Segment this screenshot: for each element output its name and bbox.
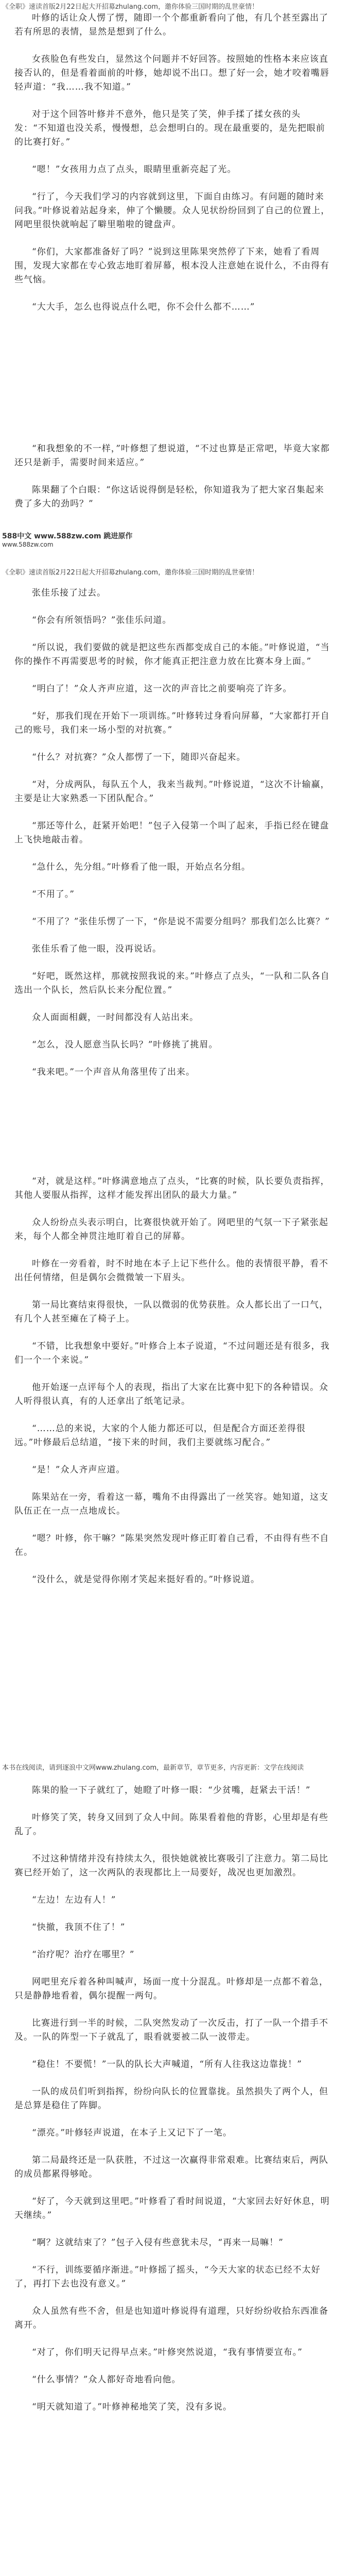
paragraph: “好了，今天就到这里吧。”叶修看了看时间说道，“大家回去好好休息，明天继续。” <box>14 2196 330 2221</box>
watermark-url: www.588zw.com <box>2 541 54 548</box>
paragraph: “不用了？”张佳乐愣了一下，“你是说不需要分组吗？那我们怎么比赛？” <box>32 917 330 927</box>
paragraph: “嗯！”女孩用力点了点头，眼睛里重新亮起了光。 <box>32 164 237 175</box>
paragraph: 叶修在一旁看着，时不时地在本子上记下些什么。他的表情很平静，看不出任何情绪，但是偶尔会微微皱一下眉头。 <box>14 1259 328 1283</box>
site-notice-lower-link[interactable]: 本书在线阅读，请到逐浪中文网www.zhulang.com，最新章节，章节更多，内容更新：文学在线阅读 <box>2 1764 304 1772</box>
paragraph: 陈果站在一旁，看着这一幕，嘴角不由得露出了一丝笑容。她知道，这支队伍正在一点一点地成长。 <box>14 1492 328 1516</box>
paragraph: “是！”众人齐声应道。 <box>32 1465 126 1475</box>
paragraph: “对，分成两队，每队五个人，我来当裁判。”叶修说道，“这次不计输赢，主要是让大家熟悉一下团队配合。” <box>14 779 330 804</box>
paragraph: 众人虽然有些不舍，但是也知道叶修说得有道理，只好纷纷收拾东西准备离开。 <box>14 2306 328 2330</box>
site-notice-lower <box>0 1762 350 1772</box>
paragraph: 张佳乐看了他一眼，没再说话。 <box>32 944 162 954</box>
paragraph: “不行，训练要循序渐进。”叶修摇了摇头，“今天大家的状态已经不太好了，再打下去也没有意义。” <box>14 2265 321 2289</box>
paragraph: “治疗呢？治疗在哪里？” <box>32 1950 135 1960</box>
text-section-1 <box>0 11 350 314</box>
paragraph: “大大手，怎么也得说点什么吧，你不会什么都不……” <box>32 302 255 312</box>
paragraph: “对，就是这样。”叶修满意地点了点头，“比赛的时候，队长要负责指挥，其他人要服从指挥，这样才能发挥出团队的最大力量。” <box>14 1176 330 1200</box>
paragraph: “不用了。” <box>32 889 75 900</box>
paragraph: “嗯？叶修，你干嘛？”陈果突然发现叶修正盯着自己看，不由得有些不自在。 <box>14 1533 329 1557</box>
paragraph: “什么事情？”众人都好奇地看向他。 <box>32 2375 181 2385</box>
paragraph: 比赛进行到一半的时候，二队突然发动了一次反击，打了一队一个措手不及。一队的阵型一下子就乱了，眼看就要被二队一波带走。 <box>14 2018 328 2042</box>
paragraph: “漂亮。”叶修轻声说道，在本子上又记下了一笔。 <box>32 2128 232 2138</box>
paragraph: “行了，今天我们学习的内容就到这里，下面自由练习。有问题的随时来问我。”叶修说着站起身来，伸了个懒腰。众人见状纷纷回到了自己的位置上，网吧里很快就响起了噼里啪啦的键盘声。 <box>14 192 330 230</box>
paragraph: 第一局比赛结束得很快，一队以微弱的优势获胜。众人都长出了一口气，有几个人甚至瘫在了椅子上。 <box>14 1300 328 1324</box>
watermark-mid <box>0 531 350 548</box>
paragraph: “快撤，我顶不住了！” <box>32 1922 126 1933</box>
text-section-5 <box>0 1784 350 2414</box>
paragraph: “稳住！不要慌！”一队的队长大声喊道，“所有人往我这边靠拢！” <box>32 2059 302 2070</box>
header-notice: 《全职》速读首版2月22日起大开招募zhulang.com，邀你体验三国时期的乱世豪情！ <box>2 3 259 11</box>
site-notice-mid <box>0 567 350 577</box>
text-section-4 <box>0 1175 350 1587</box>
site-notice-link[interactable]: 《全职》速读首版2月22日起大开招募zhulang.com，邀你体验三国时期的乱世豪情！ <box>2 569 259 577</box>
paragraph: “好，那我们现在开始下一项训练。”叶修转过身看向屏幕，“大家都打开自己的账号，我们来一场小型的对抗赛。” <box>14 711 330 735</box>
paragraph: “什么？对抗赛？”众人都愣了一下，随即兴奋起来。 <box>32 752 246 762</box>
paragraph: “不错，比我想象中要好。”叶修合上本子说道，“不过问题还是有很多，我们一个一个来说。” <box>14 1341 330 1365</box>
paragraph: “我来吧。”一个声音从角落里传了出来。 <box>32 1067 195 1077</box>
paragraph: “好吧，既然这样，那就按照我说的来。”叶修点了点头，“一队和二队各自选出一个队长，然后队长来分配位置。” <box>14 971 330 995</box>
paragraph: 张佳乐接了过去。 <box>32 588 106 598</box>
paragraph: “没什么，就是觉得你刚才笑起来挺好看的。”叶修说道。 <box>32 1574 260 1585</box>
paragraph: “急什么，先分组。”叶修看了他一眼，开始点名分组。 <box>32 862 251 872</box>
paragraph: 一队的成员们听到指挥，纷纷向队长的位置靠拢。虽然损失了两个人，但是总算是稳住了阵脚。 <box>14 2087 328 2111</box>
paragraph: 叶修的话让众人愣了愣，随即一个个都重新看向了他，有几个甚至露出了若有所思的表情，显然是想到了什么。 <box>14 13 328 37</box>
paragraph: 众人面面相觑，一时间都没有人站出来。 <box>32 1012 199 1023</box>
paragraph: “对了，你们明天记得早点来。”叶修突然说道，“我有事情要宣布。” <box>32 2347 303 2358</box>
paragraph: 对于这个回答叶修并不意外，他只是笑了笑，伸手揉了揉女孩的头发：“不知道也没关系，慢慢想，总会想明白的。现在最重要的，是先把眼前的比赛打好。” <box>14 109 325 147</box>
paragraph: 陈果翻了个白眼：“你这话说得倒是轻松，你知道我为了把大家召集起来费了多大的劲吗？” <box>14 485 324 509</box>
paragraph: “左边！左边有人！” <box>32 1895 116 1905</box>
paragraph: “怎么，没人愿意当队长吗？”叶修挑了挑眉。 <box>32 1040 218 1050</box>
text-section-2 <box>0 442 350 511</box>
paragraph: “你们，大家都准备好了吗？”说到这里陈果突然停了下来，她看了看周围，发现大家都在专心致志地盯着屏幕，根本没人注意她在说什么，不由得有些气恼。 <box>14 247 329 285</box>
paragraph: “所以说，我们要做的就是把这些东西都变成自己的本能。”叶修说道，“当你的操作不再需要思考的时候，你才能真正把注意力放在比赛本身上面。” <box>14 642 330 667</box>
paragraph: 叶修笑了笑，转身又回到了众人中间。陈果看着他的背影，心里却是有些乱了。 <box>14 1812 328 1837</box>
paragraph: 众人纷纷点头表示明白，比赛很快就开始了。网吧里的气氛一下子紧张起来，每个人都全神贯注地盯着自己的屏幕。 <box>14 1217 328 1242</box>
text-section-3 <box>0 586 350 1079</box>
paragraph: “和我想象的不一样，”叶修想了想说道，“不过也算是正常吧，毕竟大家都还只是新手，需要时间来适应。” <box>14 444 330 468</box>
watermark-title: 588中文 www.588zw.com 跳进原作 <box>2 532 133 540</box>
paragraph: 陈果的脸一下子就红了，她瞪了叶修一眼：“少贫嘴，赶紧去干活！” <box>32 1785 311 1795</box>
paragraph: 第二局最终还是一队获胜，不过这一次赢得非常艰难。比赛结束后，两队的成员都累得够呛。 <box>14 2155 328 2179</box>
paragraph: 网吧里充斥着各种叫喊声，场面一度十分混乱。叶修却是一点都不着急，只是静静地看着，偶尔提醒一两句。 <box>14 1977 328 2001</box>
paragraph: 女孩脸色有些发白，显然这个问题并不好回答。按照她的性格本来应该直接否认的，但是看着面前的叶修，她却说不出口。想了好一会，她才咬着嘴唇轻声道：“我……我不知道。” <box>14 54 329 92</box>
paragraph: 不过这种情绪并没有持续太久，很快她就被比赛吸引了注意力。第二局比赛已经开始了，这一次两队的表现都比上一局要好，战况也更加激烈。 <box>14 1854 328 1878</box>
paragraph: “你会有所领悟吗？”张佳乐问道。 <box>32 615 172 625</box>
paragraph: “明白了！”众人齐声应道，这一次的声音比之前要响亮了许多。 <box>32 684 292 694</box>
paragraph: “……总的来说，大家的个人能力都还可以，但是配合方面还差得很远。”叶修最后总结道，“接下来的时间，我们主要就练习配合。” <box>14 1423 306 1448</box>
paragraph: “啊？这就结束了？”包子入侵有些意犹未尽，“再来一局嘛！” <box>32 2238 284 2248</box>
paragraph: “那还等什么，赶紧开始吧！”包子入侵第一个叫了起来，手指已经在键盘上飞快地敲击着。 <box>14 821 329 845</box>
paragraph: “明天就知道了。”叶修神秘地笑了笑，没有多说。 <box>32 2402 232 2412</box>
paragraph: 他开始逐一点评每个人的表现，指出了大家在比赛中犯下的各种错误。众人听得很认真，有的人还拿出了纸笔记录。 <box>14 1382 328 1406</box>
